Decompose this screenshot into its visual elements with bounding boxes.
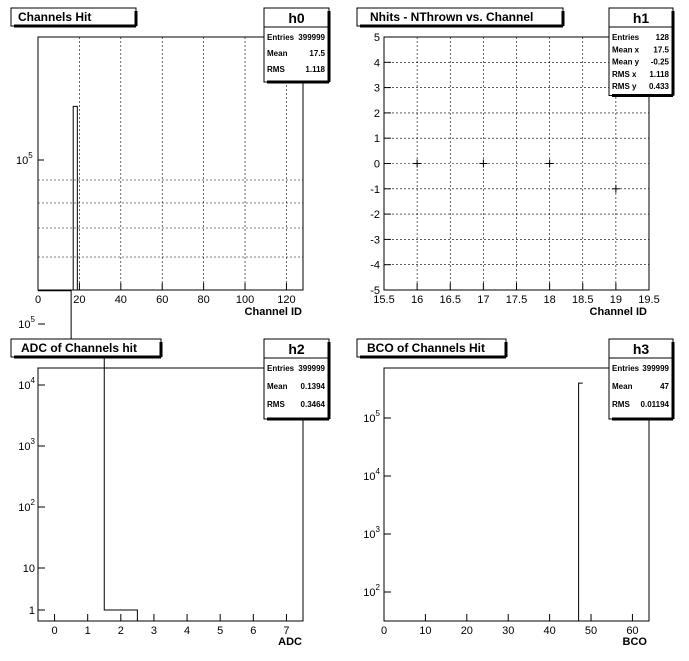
y-tick-label: 1 [28,605,35,617]
y-tick-label: 3 [373,82,380,95]
stats-value: 0.1394 [300,382,325,391]
x-tick-label: 18.5 [572,294,594,306]
stats-name: h2 [288,341,305,357]
chart-title: Channels Hit [18,10,92,24]
stats-value: 399999 [298,364,325,373]
stats-value: 47 [660,382,669,391]
pad-adc [11,291,329,648]
stats-label: RMS y [612,82,637,92]
pad-bco [357,339,673,648]
x-tick-label: 40 [543,625,556,637]
x-axis-title: BCO [622,636,647,648]
stats-box [264,8,329,82]
pad-nhits-vs-channel [357,8,673,318]
stats-label: Mean [267,382,288,391]
x-tick-label: 15.5 [373,294,395,306]
y-tick-label: $10^5$ [363,409,380,425]
x-tick-label: 40 [114,294,127,306]
stats-label: Entries [612,33,640,42]
x-tick-label: 17.5 [505,294,528,306]
stats-label: Entries [612,364,640,373]
y-tick-label: -5 [370,285,380,297]
x-tick-label: 60 [156,294,169,306]
stats-box [264,339,329,419]
y-tick-label: -3 [370,234,380,247]
stats-label: Mean [612,382,633,391]
x-tick-label: 6 [250,625,257,637]
data-point [479,160,487,168]
histogram-bar [73,106,77,290]
stats-value: 17.5 [653,45,669,55]
x-tick-label: 5 [217,625,224,637]
y-tick-label: $10^4$ [363,467,380,483]
x-tick-label: 19.5 [638,294,660,306]
data-point [546,160,554,168]
stats-label: Mean y [612,57,640,67]
x-axis-title: Channel ID [244,306,302,318]
title-box [357,339,506,357]
stats-name: h3 [632,341,650,357]
chart-title: Nhits - NThrown vs. Channel [370,10,534,24]
pad-channels-hit [11,8,329,318]
x-tick-label: 120 [277,294,296,306]
y-tick-label: 1 [373,133,380,146]
stats-box [609,339,673,419]
title-box [11,339,161,357]
stats-name: h1 [632,10,650,26]
y-tick-label: -1 [370,183,380,196]
x-tick-label: 20 [73,294,86,306]
stats-label: Entries [267,33,295,42]
stats-value: 399999 [298,33,325,42]
stats-label: RMS [267,400,285,409]
x-tick-label: 7 [283,625,290,637]
stats-label: RMS [267,65,285,74]
y-tick-label: 2 [373,107,380,120]
stats-value: 0.433 [648,82,669,92]
x-tick-label: 17 [477,294,490,306]
x-tick-label: 60 [626,625,639,637]
stats-label: RMS x [612,69,637,79]
y-tick-label: -4 [370,259,380,272]
x-tick-label: 4 [184,625,191,637]
x-tick-label: 80 [197,294,210,306]
x-tick-label: 18 [543,294,556,306]
stats-label: Mean [267,49,288,58]
y-tick-label: $10^5$ [16,151,33,167]
x-tick-label: 0 [34,294,42,306]
stats-value: 17.5 [309,49,325,58]
chart-title: BCO of Channels Hit [367,341,486,355]
data-point [612,185,620,193]
stats-label: Entries [267,364,295,373]
x-tick-label: 16 [411,294,424,306]
x-tick-label: 30 [502,625,515,637]
x-axis-title: ADC [278,636,302,648]
x-tick-label: 10 [419,625,432,637]
y-tick-label: -2 [370,209,380,222]
stats-value: 0.3464 [300,400,325,409]
stats-value: 1.118 [305,65,325,74]
y-tick-label: $10^2$ [18,498,35,514]
x-tick-label: 3 [150,625,157,637]
stats-value: 399999 [642,364,669,373]
y-tick-label: 5 [373,32,380,44]
stats-value: 0.01194 [640,400,669,409]
stats-value: 1.118 [649,69,669,79]
y-tick-label: $10^3$ [18,437,35,453]
x-tick-label: 50 [584,625,598,637]
y-tick-label: 4 [373,57,380,70]
x-tick-label: 1 [84,625,91,637]
title-box [11,8,136,26]
x-tick-label: 100 [235,294,255,306]
y-tick-label: $10^5$ [18,315,35,331]
stats-label: Mean x [612,45,640,55]
x-tick-label: 16.5 [439,294,461,306]
chart-title: ADC of Channels hit [21,341,137,355]
x-tick-label: 19 [609,294,622,306]
x-tick-label: 20 [460,625,473,637]
x-tick-label: 2 [117,625,124,637]
stats-value: -0.25 [650,57,669,67]
title-box [357,8,563,26]
stats-name: h0 [288,10,305,26]
x-tick-label: 0 [51,625,58,637]
y-tick-label: $10^4$ [18,376,35,392]
plot-frame [38,368,303,621]
x-tick-label: 0 [380,625,388,637]
histogram-bar [579,383,583,621]
y-tick-label: $10^2$ [363,583,380,599]
stats-box [609,8,673,96]
stats-label: RMS [612,400,630,409]
y-tick-label: $10^3$ [363,525,380,541]
y-tick-label: 0 [373,158,380,171]
stats-value: 128 [655,33,669,42]
x-axis-title: Channel ID [589,306,647,318]
y-tick-label: 10 [22,563,35,575]
data-point [413,160,421,168]
